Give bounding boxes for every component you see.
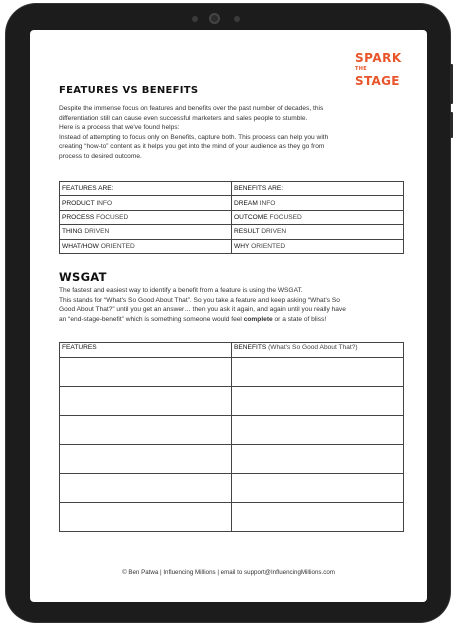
intro-paragraph: [59, 104, 404, 162]
logo-the: THE: [355, 66, 367, 72]
cell-strong: DREAM: [234, 199, 258, 207]
cell-light: FOCUSED: [267, 213, 302, 221]
wsgat-emphasis: complete: [243, 315, 273, 323]
intro-line: creating “how-to” content as it helps you get into the mind of your audience as they go from: [59, 143, 325, 151]
cell-light: FOCUSED: [94, 213, 129, 221]
feature-entry-cell[interactable]: [60, 387, 232, 416]
wsgat-line: This stands for “What's So Good About That”. So you take a feature and keep asking “What's So: [59, 296, 340, 304]
cell-strong: PRODUCT: [62, 199, 95, 207]
cell-strong: PROCESS: [62, 213, 95, 221]
wsgat-line: Good About That?” until you get an answer… then you ask it again, and again until you really have: [59, 306, 346, 314]
cell-strong: WHY: [234, 242, 250, 250]
cell-light: ORIENTED: [98, 242, 135, 250]
logo-line2: [355, 63, 401, 87]
benefit-entry-cell[interactable]: [232, 387, 404, 416]
cell-light: DRIVEN: [82, 228, 110, 236]
page-footer: © Ben Patwa | Influencing Millions | email to support@InfluencingMillions.com: [122, 569, 335, 576]
benefit-entry-cell[interactable]: [232, 503, 404, 532]
wsgat-text: an “end-stage-benefit” which is something someone would feel: [59, 315, 244, 323]
wsgat-worksheet-table: [59, 342, 404, 532]
intro-line: Here is a process that we've found helps:: [59, 124, 180, 132]
feature-entry-cell[interactable]: [60, 416, 232, 445]
header-benefits: [232, 343, 404, 358]
feature-entry-cell[interactable]: [60, 445, 232, 474]
intro-line: Despite the immense focus on features and benefits over the past number of decades, this: [59, 105, 324, 112]
cell-strong: THING: [62, 228, 83, 236]
camera-lens: [209, 13, 220, 24]
feature-cell: [60, 225, 232, 239]
header-light: (What's So Good About That?): [266, 344, 358, 351]
header-benefits-are: BENEFITS ARE:: [232, 182, 404, 196]
table-row: [60, 239, 404, 253]
cell-strong: RESULT: [234, 228, 260, 236]
feature-entry-cell[interactable]: [60, 503, 232, 532]
benefit-cell: [232, 225, 404, 239]
sensor-dot: [192, 16, 198, 22]
benefit-entry-cell[interactable]: [232, 474, 404, 503]
table-header-row: [60, 182, 404, 196]
benefit-cell: [232, 210, 404, 224]
cell-light: INFO: [257, 199, 276, 207]
wsgat-line: The fastest and easiest way to identify a benefit from a feature is using the WSGAT.: [59, 287, 303, 294]
cell-strong: OUTCOME: [234, 213, 268, 221]
benefit-cell: [232, 196, 404, 210]
worksheet-row: [60, 387, 404, 416]
tablet-frame: [6, 4, 450, 622]
side-button: [450, 64, 453, 104]
document-page: [30, 30, 427, 602]
benefit-entry-cell[interactable]: [232, 416, 404, 445]
wsgat-text: or a state of bliss!: [272, 315, 327, 323]
header-strong: BENEFITS: [234, 344, 267, 351]
table-row: [60, 196, 404, 210]
table-row: [60, 225, 404, 239]
worksheet-row: [60, 474, 404, 503]
logo-line1: SPARK: [355, 51, 402, 65]
header-features-are: FEATURES ARE:: [60, 182, 232, 196]
features-benefits-table: [59, 181, 404, 254]
side-button: [450, 112, 453, 138]
wsgat-line: [59, 315, 404, 325]
benefit-entry-cell[interactable]: [232, 445, 404, 474]
worksheet-row: [60, 503, 404, 532]
benefit-entry-cell[interactable]: [232, 358, 404, 387]
cell-light: INFO: [94, 199, 113, 207]
feature-cell: [60, 239, 232, 253]
sensor-dot: [234, 16, 240, 22]
cell-light: DRIVEN: [259, 228, 287, 236]
worksheet-row: [60, 358, 404, 387]
cell-light: ORIENTED: [249, 242, 286, 250]
worksheet-row: [60, 416, 404, 445]
worksheet-row: [60, 445, 404, 474]
feature-entry-cell[interactable]: [60, 358, 232, 387]
table-header-row: [60, 343, 404, 358]
feature-cell: [60, 210, 232, 224]
intro-line: process to desired outcome.: [59, 152, 142, 160]
logo-stage: STAGE: [355, 74, 400, 88]
feature-cell: [60, 196, 232, 210]
benefit-cell: [232, 239, 404, 253]
intro-line: differentiation still can cause even successful marketers and sales people to stumble.: [59, 114, 308, 122]
section-title-wsgat: WSGAT: [59, 270, 107, 284]
feature-entry-cell[interactable]: [60, 474, 232, 503]
table-row: [60, 210, 404, 224]
intro-line: Instead of attempting to focus only on Benefits, capture both. This process can help you with: [59, 133, 329, 141]
wsgat-paragraph: [59, 286, 404, 324]
section-title-features-vs-benefits: FEATURES VS BENEFITS: [59, 85, 199, 96]
cell-strong: WHAT/HOW: [62, 242, 99, 250]
header-features: FEATURES: [60, 343, 232, 358]
spark-the-stage-logo: [355, 52, 401, 87]
